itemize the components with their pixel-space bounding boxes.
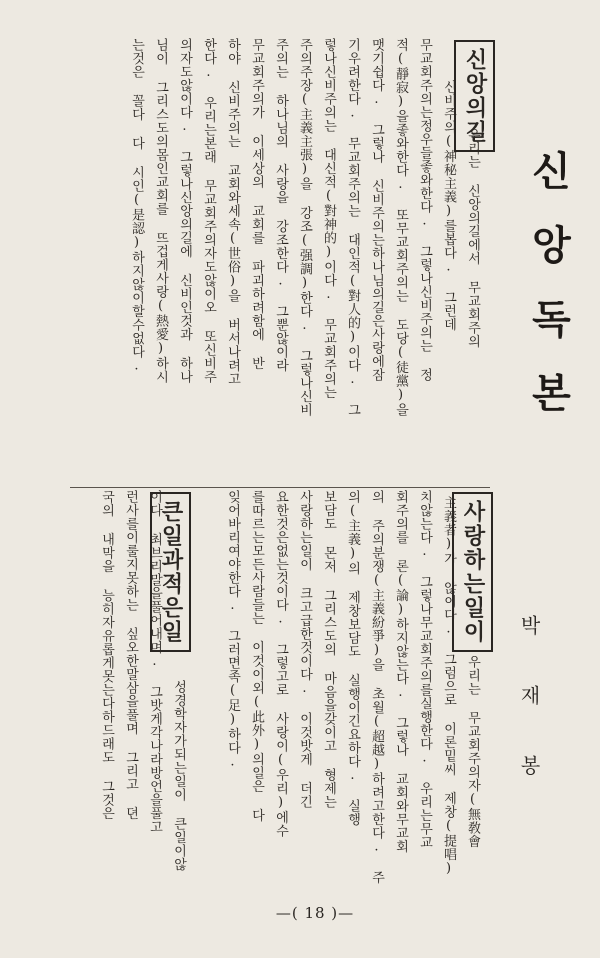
author-name: 박재봉: [517, 615, 541, 825]
text-line: 렇나신비주의는 대신적(對神的)이다. 무교회주의는: [321, 38, 336, 399]
page-number: —( 18 )—: [275, 904, 355, 922]
text-line: 主義者)가 않이다. 그럼으로 이론밑씨 제창(提唱): [441, 496, 456, 877]
section-body-big-small: [60, 490, 190, 895]
text-line: 우리는 무교회주의자(無敎會: [465, 655, 480, 848]
text-line: 요한것은없는것이다. 그렇고로 사랑이(우리)에수: [273, 490, 288, 838]
text-line: 치않는다. 그렇나무교회주의를실행한다. 우리는무교: [417, 490, 432, 849]
text-line: 무교회주의가 이세상의 교회를 파괴하려함에 반: [249, 38, 264, 370]
main-title: 신앙독본: [525, 150, 571, 446]
text-line: 의 주의분쟁(主義紛爭)을 초월(超越)하려고한다. 주: [369, 490, 384, 884]
section-body-faith-path: [84, 38, 484, 488]
text-line: 기우려한다. 무교회주의는 대인적(對人的)이다. 그: [345, 38, 360, 417]
text-line: 사랑하는일이 크고급한것이다. 이것밧게 더긴: [297, 490, 312, 809]
text-line: 주의는 하나님의 사랑을 강조한다. 그뿐않이라: [273, 38, 288, 372]
text-line: 를따르는모든사람들는 이것이외(此外)의일은 다: [249, 490, 264, 822]
text-line: 회주의를 론(論)하지않는다. 그렇나 교회와무교회: [393, 490, 408, 853]
section-heading-big-small: 큰일과적은일: [150, 492, 191, 652]
text-line: 의자도않이다. 그렇나신앙의길에 신비인것과 하나: [177, 38, 192, 384]
text-line: 님이 그리스도의몸인교회를 뜨겁게사랑(熱愛)하시: [153, 38, 168, 384]
text-line: 하야 신비주의는 교회와세속(世俗)을 버서나려고: [225, 38, 240, 386]
text-line: 이다 최브리말을풀어내며. 그밧게각나라방언을풀고: [147, 490, 162, 834]
text-line: 보담도 몬저 그리스도의 마음을갖이고 형제는: [321, 490, 336, 809]
text-line: 신비주의(神秘主義)를봅다. 그런데: [441, 80, 456, 331]
text-line: 맷기쉽다. 그렇나 신비주의는하나님의길은사랑에잠: [369, 38, 384, 382]
text-line: 한다. 우리는본래 무교회주의자도않이오 또신비주: [201, 38, 216, 384]
text-line: 런사를이룰지못하는 싶오한말삼을풀며 그리고 뎐: [123, 490, 138, 820]
text-line: 성경학자가되는일이 큰일이않: [171, 680, 186, 871]
text-line: 는것은 꼴다 다 시인(是認)하지않이할수없다.: [129, 38, 144, 374]
section-heading-loving: 사랑하는일이: [452, 492, 493, 652]
text-line: 적(靜寂)을좋와한다. 또무교회주의는 도당(徒黨)을: [393, 38, 408, 417]
text-line: 의(主義)의 제창보담도 실행이긴요하다. 실행: [345, 490, 360, 826]
text-line: 잊어바리여야한다. 그러면족(足)하다.: [225, 490, 240, 770]
section-heading-faith-path: 신앙의길: [454, 40, 495, 152]
text-line: 국의 내막을 능히자유롭게못는다하드래도 그것은: [99, 490, 114, 820]
section-body-loving: [212, 490, 484, 895]
text-line: 무교회주의는정우들좋와한다. 그렇나신비주의는 정: [417, 38, 432, 382]
text-line: 우리는 신앙의길에서 무교회주의: [465, 128, 480, 348]
text-line: 주의주장(主義主張)을 강조(强調)한다. 그렇나신비: [297, 38, 312, 417]
